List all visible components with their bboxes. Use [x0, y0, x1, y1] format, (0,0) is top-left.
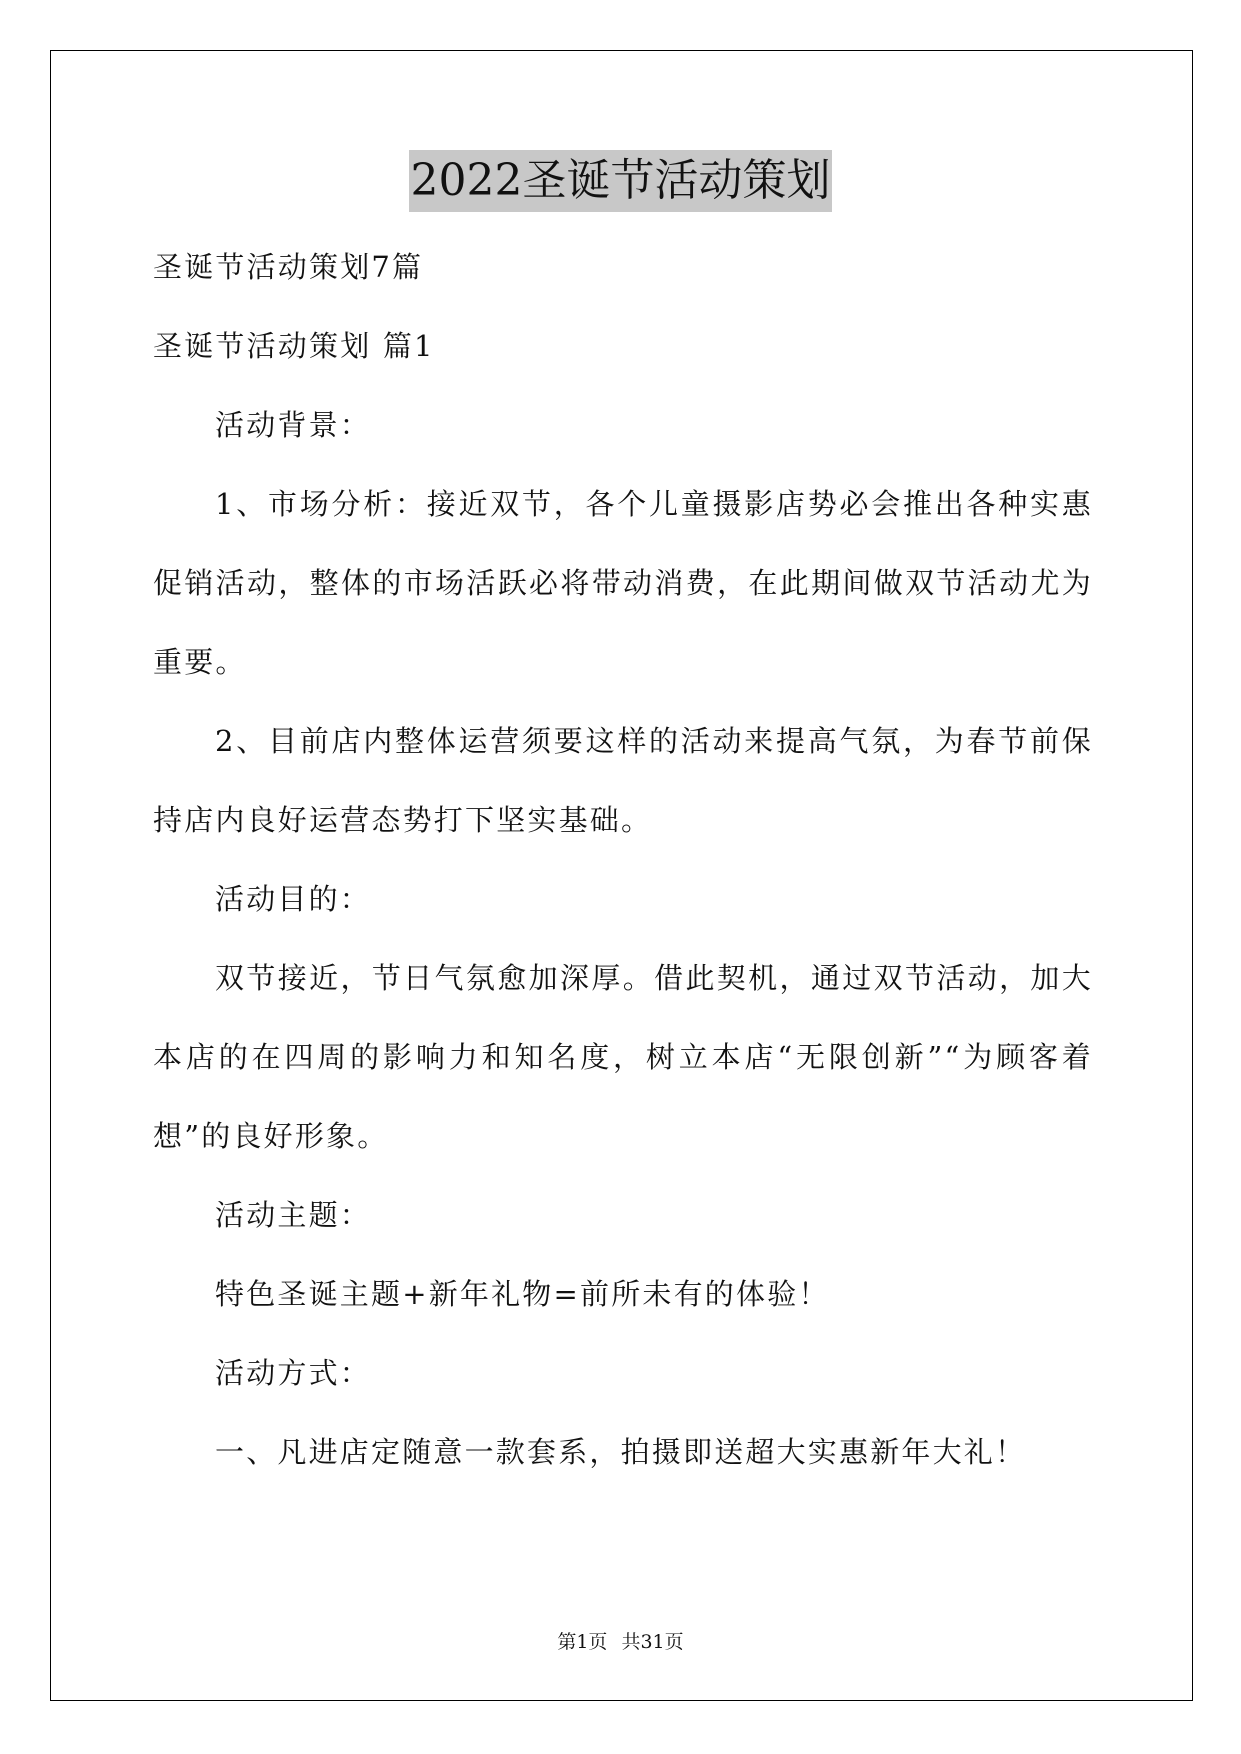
paragraph: 活动背景：: [215, 408, 372, 442]
page-number: 第1页: [557, 1631, 608, 1653]
paragraph: 活动主题：: [215, 1198, 372, 1232]
paragraph: 双节接近，节日气氛愈加深厚。借此契机，通过双节活动，加大本店的在四周的影响力和知名度，树立本店“无限创新”“为顾客着想”的良好形象。: [153, 961, 1093, 1153]
total-pages: 共31页: [621, 1631, 684, 1653]
document-body: [153, 228, 1093, 1492]
paragraph: 1、市场分析：接近双节，各个儿童摄影店势必会推出各种实惠促销活动，整体的市场活跃必将带动消费，在此期间做双节活动尤为重要。: [153, 487, 1093, 679]
paragraph: 圣诞节活动策划 篇1: [153, 329, 435, 363]
page-footer: [0, 1630, 1241, 1654]
title-container: [0, 150, 1241, 212]
paragraph: 活动目的：: [215, 882, 372, 916]
document-title: 2022圣诞节活动策划: [409, 150, 833, 212]
paragraph: 活动方式：: [215, 1356, 372, 1390]
paragraph: 特色圣诞主题+新年礼物=前所未有的体验！: [215, 1277, 830, 1311]
paragraph: 圣诞节活动策划7篇: [153, 250, 424, 284]
paragraph: 一、凡进店定随意一款套系，拍摄即送超大实惠新年大礼！: [215, 1435, 1027, 1469]
paragraph: 2、目前店内整体运营须要这样的活动来提高气氛，为春节前保持店内良好运营态势打下坚实基础。: [153, 724, 1093, 837]
